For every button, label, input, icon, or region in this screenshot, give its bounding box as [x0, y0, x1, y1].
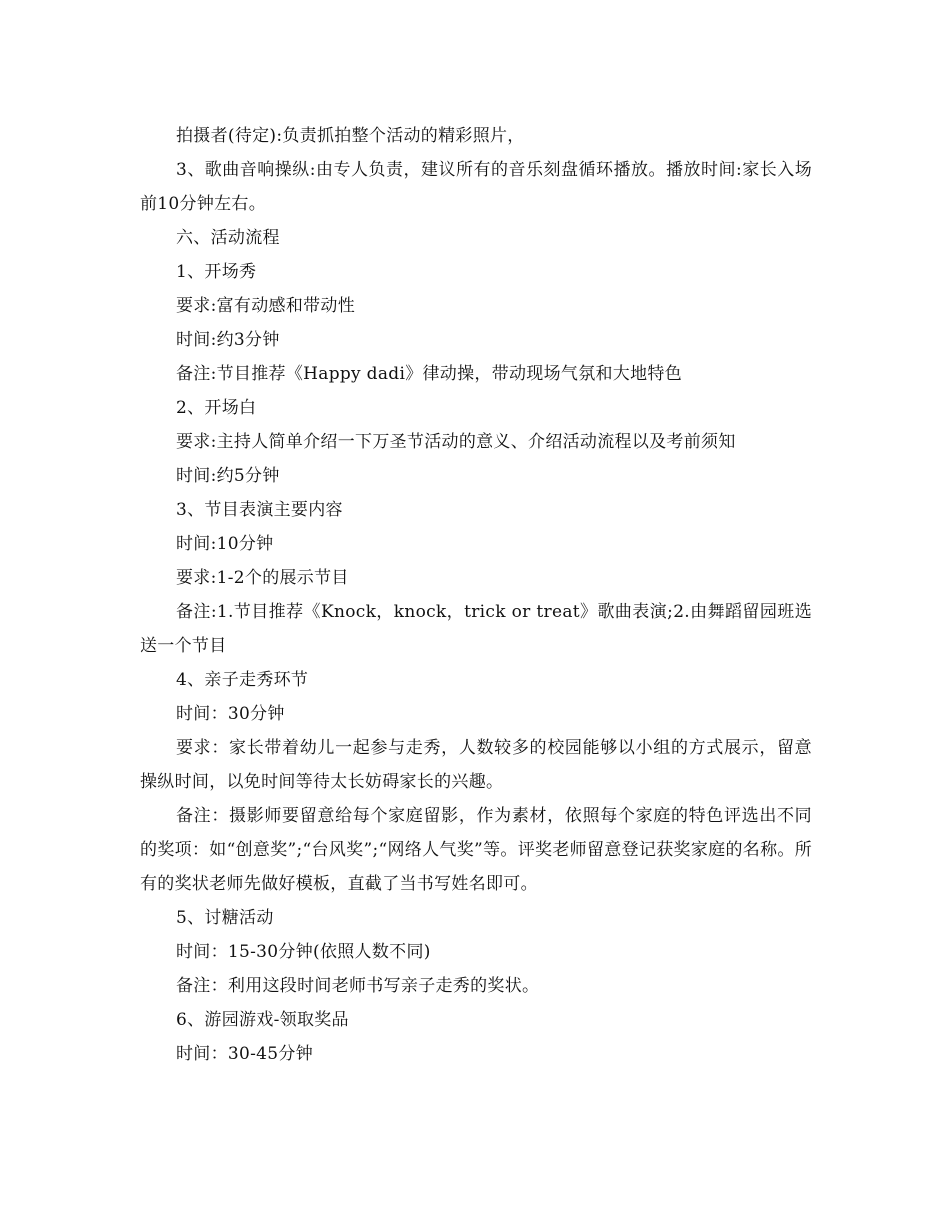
text-line: 要求:主持人简单介绍一下万圣节活动的意义、介绍活动流程以及考前须知 [176, 432, 736, 452]
text-paragraph: 备注：摄影师要留意给每个家庭留影，作为素材，依照每个家庭的特色评选出不同的奖项：如“创意奖”;“台风奖”;“网络人气奖”等。评奖老师留意登记获奖家庭的名称。所有的奖状老师先做好模板，直截了当书写姓名即可。 [140, 806, 812, 894]
document-body [140, 119, 812, 1071]
item-heading: 2、开场白 [176, 398, 257, 418]
item-heading: 5、讨糖活动 [176, 908, 274, 928]
item-heading: 4、亲子走秀环节 [176, 670, 309, 690]
text-line: 时间:约3分钟 [176, 330, 280, 350]
text-paragraph: 备注:1.节目推荐《Knock，knock，trick or treat》歌曲表演;2.由舞蹈留园班选送一个节目 [140, 602, 812, 656]
item-heading: 6、游园游戏-领取奖品 [176, 1010, 349, 1030]
text-line: 备注:节目推荐《Happy dadi》律动操，带动现场气氛和大地特色 [176, 364, 682, 384]
text-line: 时间：15-30分钟(依照人数不同) [176, 942, 431, 962]
text-paragraph: 3、歌曲音响操纵:由专人负责，建议所有的音乐刻盘循环播放。播放时间:家长入场前10分钟左右。 [140, 160, 812, 214]
text-line: 时间：30分钟 [176, 704, 285, 724]
item-heading: 1、开场秀 [176, 262, 257, 282]
item-heading: 3、节目表演主要内容 [176, 500, 343, 520]
text-line: 时间:10分钟 [176, 534, 274, 554]
text-line: 拍摄者(待定):负责抓拍整个活动的精彩照片， [176, 126, 525, 146]
text-paragraph: 要求：家长带着幼儿一起参与走秀，人数较多的校园能够以小组的方式展示，留意操纵时间，以免时间等待太长妨碍家长的兴趣。 [140, 738, 812, 792]
text-line: 备注：利用这段时间老师书写亲子走秀的奖状。 [176, 976, 540, 996]
text-line: 要求:富有动感和带动性 [176, 296, 356, 316]
text-line: 时间:约5分钟 [176, 466, 280, 486]
text-line: 时间：30-45分钟 [176, 1044, 314, 1064]
section-heading: 六、活动流程 [176, 228, 280, 248]
text-line: 要求:1-2个的展示节目 [176, 568, 349, 588]
